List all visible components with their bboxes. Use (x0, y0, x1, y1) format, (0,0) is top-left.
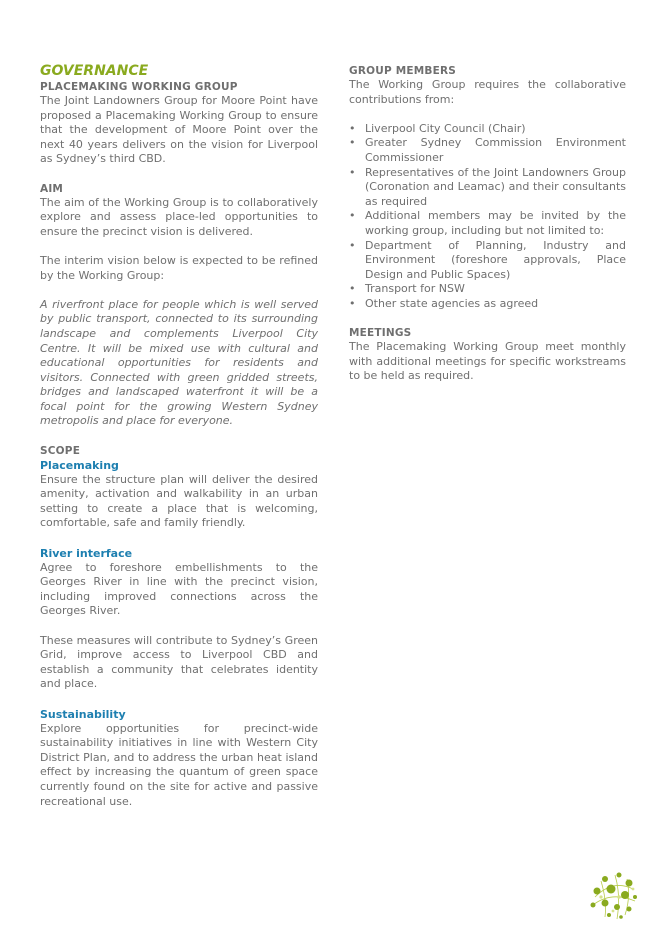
list-item: • Liverpool City Council (Chair) (349, 122, 626, 137)
meetings-heading: MEETINGS (349, 327, 412, 340)
right-column (349, 62, 626, 384)
interim-vision-text: The interim vision below is expected to be refined by the Working Group: (40, 253, 318, 282)
list-item: • Department of Planning, Industry and Environment (foreshore approvals, Place Design and Public Spaces) (349, 239, 626, 283)
sustainability-heading: Sustainability (40, 707, 126, 721)
vision-statement: A riverfront place for people which is well served by public transport, connected to its surrounding landscape and complements Liverpool City Centre. It will be mixed use with cultural and educational opportunities for residents and visitors. Connected with green gridded streets, bridges and landscaped waterfront it will be a focal point for the growing Western Sydney metropolis and place for everyone. (40, 297, 318, 428)
placemaking-heading: Placemaking (40, 458, 119, 472)
list-item: • Representatives of the Joint Landowners Group (Coronation and Leamac) and their consultants as required (349, 166, 626, 210)
aim-heading: AIM (40, 182, 64, 195)
placemaking-text: Ensure the structure plan will deliver the desired amenity, activation and walkability in an urban setting to create a place that is welcoming, comfortable, safe and family friendly. (40, 472, 318, 530)
aim-text: The aim of the Working Group is to collaboratively explore and assess place-led opportunities to ensure the precinct vision is delivered. (40, 195, 318, 238)
list-item: • Additional members may be invited by the working group, including but not limited to: (349, 209, 626, 238)
list-item: • Transport for NSW (349, 282, 626, 297)
green-dotted-globe-icon (585, 867, 641, 923)
group-members-heading: GROUP MEMBERS (349, 65, 457, 77)
group-members-intro: The Working Group requires the collaborative contributions from: (349, 78, 626, 106)
left-column (40, 62, 318, 809)
pwg-heading: PLACEMAKING WORKING GROUP (40, 81, 238, 93)
list-item: • Greater Sydney Commission Environment Commissioner (349, 136, 626, 165)
page-title: GOVERNANCE (40, 63, 149, 79)
sustainability-text: Explore opportunities for precinct-wide sustainability initiatives in line with Western City District Plan, and to address the urban heat island effect by increasing the quantum of green space currently found on the site for active and passive recreational use. (40, 721, 318, 808)
river-interface-text: Agree to foreshore embellishments to the Georges River in line with the precinct vision, including improved connections across the Georges River. (40, 560, 318, 618)
meetings-text: The Placemaking Working Group meet monthly with additional meetings for specific workstreams to be held as required. (349, 340, 626, 383)
river-interface-heading: River interface (40, 546, 133, 560)
list-item: • Other state agencies as agreed (349, 297, 626, 312)
group-members-list (349, 122, 626, 312)
scope-heading: SCOPE (40, 444, 81, 457)
measures-text: These measures will contribute to Sydney’s Green Grid, improve access to Liverpool CBD and establish a community that celebrates identity and place. (40, 633, 318, 691)
pwg-text: The Joint Landowners Group for Moore Point have proposed a Placemaking Working Group to ensure that the development of Moore Point over the next 40 years delivers on the vision for Liverpool as Sydney’s third CBD. (40, 94, 318, 166)
